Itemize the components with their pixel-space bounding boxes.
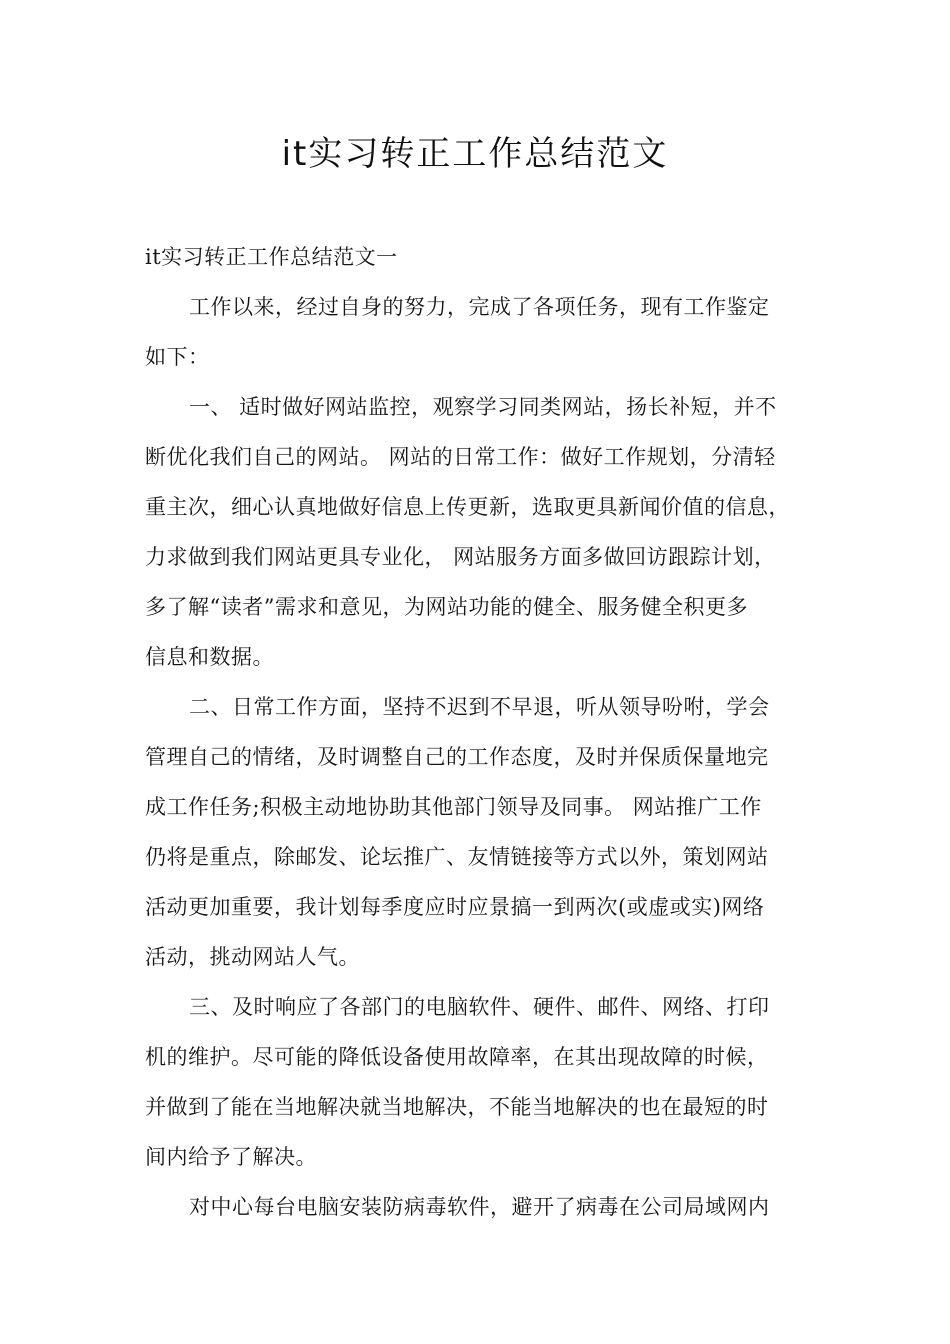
paragraph-line: 机的维护。尽可能的降低设备使用故障率，在其出现故障的时候， [145,1045,769,1069]
paragraph-line: 活动，挑动网站人气。 [145,945,360,969]
paragraph-line: 重主次，细心认真地做好信息上传更新，选取更具新闻价值的信息， [145,495,790,519]
paragraph-line: 多了解“读者”需求和意见，为网站功能的健全、服务健全积更多 [145,595,748,619]
paragraph-antivirus [145,1182,835,1232]
paragraph-line: 断优化我们自己的网站。 网站的日常工作：做好工作规划，分清轻 [145,445,776,469]
paragraph-line: 一、 适时做好网站监控，观察学习同类网站，扬长补短，并不 [189,395,777,419]
paragraph-line: 仍将是重点，除邮发、论坛推广、友情链接等方式以外，策划网站 [145,845,769,869]
paragraph-line: 如下： [145,345,210,369]
document-title: it实习转正工作总结范文 [281,134,669,174]
paragraph-item-one [145,382,835,682]
document-body [145,232,835,1232]
section-heading-text: it实习转正工作总结范文一 [145,245,398,269]
paragraph-line: 信息和数据。 [145,645,274,669]
paragraph-line: 并做到了能在当地解决就当地解决，不能当地解决的也在最短的时 [145,1095,769,1119]
paragraph-line: 工作以来，经过自身的努力，完成了各项任务，现有工作鉴定 [189,295,770,319]
section-heading [145,232,835,282]
paragraph-line: 力求做到我们网站更具专业化， 网站服务方面多做回访跟踪计划， [145,545,776,569]
paragraph-item-two [145,682,835,982]
paragraph-line: 间内给予了解决。 [145,1145,317,1169]
paragraph-item-three [145,982,835,1182]
paragraph-line: 管理自己的情绪，及时调整自己的工作态度，及时并保质保量地完 [145,745,769,769]
paragraph-line: 对中心每台电脑安装防病毒软件，避开了病毒在公司局域网内 [189,1195,770,1219]
paragraph-line: 成工作任务;积极主动地协助其他部门领导及同事。 网站推广工作 [145,795,762,819]
paragraph-line: 三、及时响应了各部门的电脑软件、硬件、邮件、网络、打印 [189,995,770,1019]
paragraph-line: 二、日常工作方面，坚持不迟到不早退，听从领导吩咐，学会 [189,695,770,719]
paragraph-intro [145,282,835,382]
paragraph-line: 活动更加重要，我计划每季度应时应景搞一到两次(或虚或实)网络 [145,895,765,919]
